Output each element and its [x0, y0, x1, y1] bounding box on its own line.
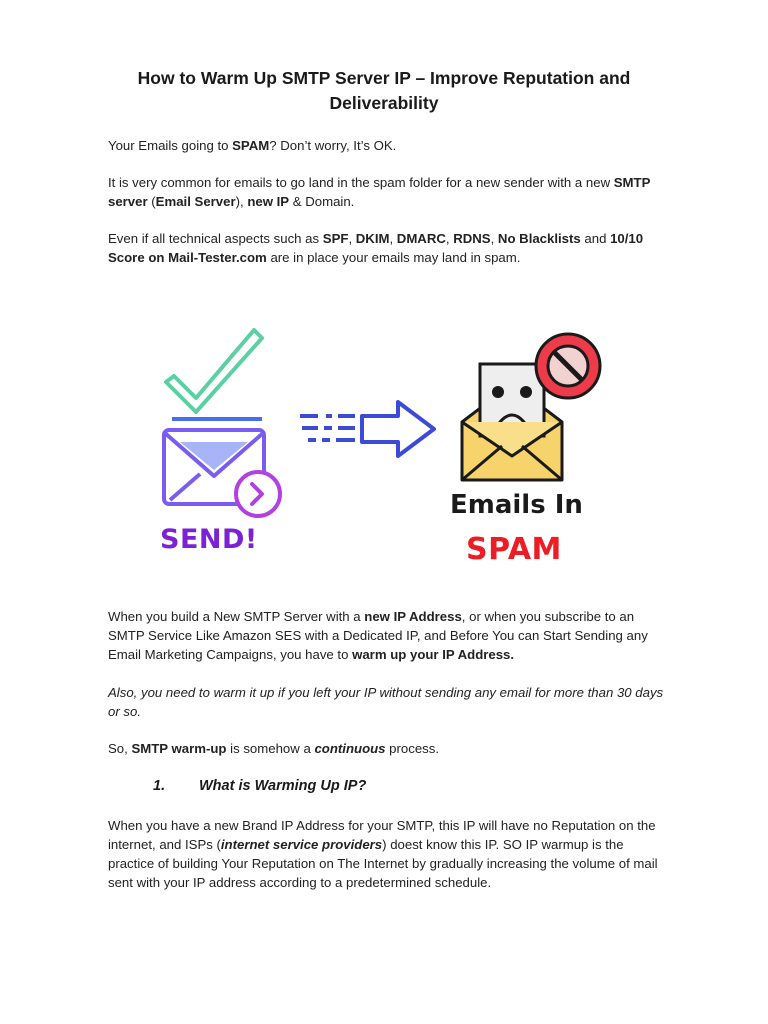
bold-run: new IP Address	[364, 609, 462, 624]
arrow-right-icon	[300, 402, 434, 456]
text-run: ),	[235, 194, 248, 209]
bold-run: RDNS	[453, 231, 491, 246]
text-run: & Domain.	[289, 194, 355, 209]
text-run: is somehow a	[226, 741, 315, 756]
section-number: 1.	[153, 778, 166, 794]
text-run: ,	[490, 231, 498, 246]
text-run: ? Don’t worry, It’s OK.	[269, 138, 397, 153]
paragraph-common-spam	[108, 173, 668, 211]
send-to-spam-illustration	[150, 318, 610, 578]
emails-in-label: Emails In	[450, 490, 583, 520]
bold-run: DKIM	[355, 231, 390, 246]
bold-run: No Blacklists	[497, 231, 581, 246]
bold-italic-run: internet service providers	[220, 837, 383, 852]
illustration-graphics	[150, 318, 610, 518]
text-run: process.	[385, 741, 440, 756]
text-run: ,	[445, 231, 454, 246]
send-envelope-icon	[164, 419, 280, 516]
text-run: (	[147, 194, 156, 209]
paragraph-new-smtp-server	[108, 607, 668, 664]
text-run: So,	[108, 741, 132, 756]
checkmark-icon	[166, 330, 262, 412]
bold-run: SMTP server	[108, 175, 651, 209]
bold-run: Email Server	[155, 194, 236, 209]
text-run: , or when you subscribe to an SMTP Service Like Amazon SES with a Dedicated IP, and Before You can Start Sending any Email Marketing Campaigns, you have to	[108, 609, 648, 662]
page-title: How to Warm Up SMTP Server IP – Improve Reputation and Deliverability	[137, 68, 631, 113]
send-label: SEND!	[160, 524, 258, 555]
section-title: What is Warming Up IP?	[199, 778, 367, 794]
text-run: When you have a new Brand IP Address for your SMTP, this IP will have no Reputation on the internet, and ISPs (	[108, 818, 656, 852]
text-run: It is very common for emails to go land in the spam folder for a new sender with a new	[108, 175, 614, 190]
paragraph-continuous-process	[108, 739, 668, 758]
bold-run: 10/10 Score on Mail-Tester.com	[108, 231, 644, 265]
text-run: and	[580, 231, 611, 246]
bold-run: SPF	[322, 231, 349, 246]
text-run: ,	[348, 231, 356, 246]
spam-label: SPAM	[466, 532, 562, 567]
bold-run: SMTP warm-up	[131, 741, 227, 756]
intro-paragraph-spam	[108, 136, 668, 155]
bold-run: warm up your IP Address.	[352, 647, 515, 662]
text-run: are in place your emails may land in spam.	[266, 250, 521, 265]
bold-run: SPAM	[232, 138, 270, 153]
prohibited-icon	[536, 334, 600, 398]
paragraph-warming-up-definition	[108, 816, 668, 892]
italic-run: Also, you need to warm it up if you left your IP without sending any email for more than 30 days or so.	[108, 685, 664, 719]
text-run: Even if all technical aspects such as	[108, 231, 323, 246]
text-run: When you build a New SMTP Server with a	[108, 609, 365, 624]
bold-run: new IP	[247, 194, 290, 209]
paragraph-warm-again	[108, 683, 668, 721]
text-run: ) doest know this IP. SO IP warmup is the practice of building Your Reputation on The Internet by gradually increasing the volume of mail sent with your IP address according to a predetermined schedule.	[108, 837, 658, 890]
bold-italic-run: continuous	[314, 741, 386, 756]
bold-run: DMARC	[396, 231, 446, 246]
text-run: ,	[389, 231, 397, 246]
paragraph-technical-aspects	[108, 229, 668, 267]
text-run: Your Emails going to	[108, 138, 233, 153]
section-heading-warming-up-ip	[153, 776, 366, 796]
